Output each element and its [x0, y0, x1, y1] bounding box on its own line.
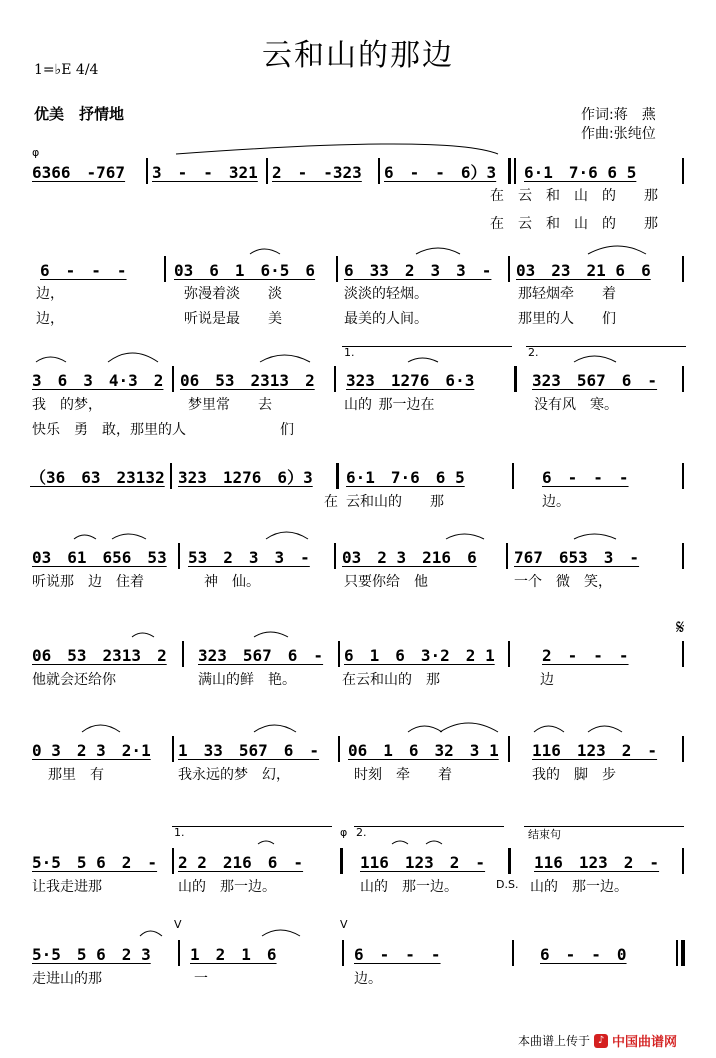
volta-1: 1.: [344, 346, 355, 359]
measure: 323 1276 6·3: [346, 371, 475, 390]
lyric-line-1: 一: [194, 971, 208, 987]
lyric-line-1: 他就会还给你: [32, 672, 116, 688]
volta-1: 1.: [174, 826, 185, 839]
score-line-7: [28, 700, 688, 800]
lyric-line-1: 山的 那一边。: [178, 879, 276, 895]
lyric-line-1: 在 云 和 山 的 那: [490, 188, 658, 204]
measure: 6 33 2 3 3 -: [344, 261, 492, 280]
score-line-4: [28, 445, 688, 525]
lyric-line-1: 边，: [36, 286, 64, 302]
lyric-line-1: 那轻烟牵 着: [518, 286, 616, 302]
barline: [512, 463, 514, 489]
lyricist-credit: 作词:蒋 燕: [581, 107, 656, 123]
measure: （36 63 23132: [30, 468, 165, 487]
lyric-line-1: 边。: [354, 971, 382, 987]
volta-2: 2.: [356, 826, 367, 839]
score-line-3: [28, 340, 688, 440]
measure: 53 2 3 3 -: [188, 548, 310, 567]
lyric-line-2: 最美的人间。: [344, 311, 428, 327]
lyric-line-1: 让我走进那: [32, 879, 102, 895]
measure: 323 567 6 -: [198, 646, 324, 665]
tempo-marking: 优美 抒情地: [34, 105, 125, 123]
lyric-line-1: 山的 那一边在: [344, 397, 435, 413]
measure: 03 6 1 6·5 6: [174, 261, 316, 280]
score-line-2: [28, 240, 688, 330]
measure: 5·5 5 6 2 3: [32, 945, 151, 964]
lyric-line-1: 我永远的梦 幻，: [178, 767, 290, 783]
score-line-6: [28, 615, 688, 695]
ds-mark: D.S.: [496, 878, 519, 891]
site-name[interactable]: 中国曲谱网: [612, 1035, 678, 1050]
measure: 6 - - -: [40, 261, 127, 280]
score-line-9: [28, 910, 688, 1000]
composer-credit: 作曲:张纯位: [581, 126, 656, 142]
measure: 3 6 3 4·3 2: [32, 371, 164, 390]
coda-mark: φ: [340, 826, 348, 839]
score-line-1: [28, 140, 688, 240]
measure: 1 33 567 6 -: [178, 741, 320, 760]
lyric-line-2: 边，: [36, 311, 64, 327]
lyric-line-1: 走进山的那: [32, 971, 102, 987]
measure: 6 - - -: [542, 468, 629, 487]
coda-mark: φ: [32, 146, 40, 159]
measure: 323 567 6 -: [532, 371, 658, 390]
lyric-line-1: 山的 那一边。: [360, 879, 458, 895]
volta-2: 2.: [528, 346, 539, 359]
lyric-line-1: 我 的梦，: [32, 397, 102, 413]
credits: [581, 106, 656, 144]
measure: 323 1276 6）3: [178, 468, 313, 487]
lyric-line-1: 没有风 寒。: [534, 397, 618, 413]
measure: 03 61 656 53: [32, 548, 167, 567]
lyric-line-1: 在: [324, 494, 338, 510]
slurs: [28, 525, 688, 605]
footer-text: 本曲谱上传于: [518, 1034, 591, 1048]
page-title: 云和山的那边: [262, 38, 454, 73]
slurs: [28, 615, 688, 695]
measure: 116 123 2 -: [360, 853, 486, 872]
lyric-line-1: 云和山的 那: [346, 494, 444, 510]
measure: 06 1 6 32 3 1: [348, 741, 499, 760]
footer: [518, 1031, 677, 1050]
lyric-line-1: 边: [540, 672, 554, 688]
measure: 6·1 7·6 6 5: [346, 468, 465, 487]
lyric-line-1: 边。: [542, 494, 570, 510]
measure: 6 - - 0: [540, 945, 627, 964]
measure: 6 - - -: [354, 945, 441, 964]
lyric-line-1: 在云和山的 那: [342, 672, 440, 688]
lyric-line-1: 一个 微 笑，: [514, 574, 612, 590]
measure: 1 2 1 6: [190, 945, 277, 964]
measure: 2 2 216 6 -: [178, 853, 304, 872]
measure: 6 1 6 3·2 2 1: [344, 646, 495, 665]
barline: [170, 463, 172, 489]
key-signature: 1=♭E 4/4: [34, 62, 99, 78]
lyric-line-1: 山的 那一边。: [530, 879, 628, 895]
lyric-line-1: 弥漫着淡 淡: [184, 286, 282, 302]
measure: 5·5 5 6 2 -: [32, 853, 158, 872]
lyric-line-2: 在 云 和 山 的 那: [490, 216, 658, 232]
lyric-line-1: 听说那 边 住着: [32, 574, 144, 590]
lyric-line-1: 满山的鲜 艳。: [198, 672, 296, 688]
site-logo-icon: ♪: [594, 1034, 608, 1048]
slurs: [28, 820, 688, 900]
measure: 2 - -323: [272, 163, 362, 182]
lyric-line-1: 神 仙。: [204, 574, 260, 590]
lyric-line-1: 那里 有: [48, 767, 104, 783]
ending-label: 结束句: [528, 828, 561, 841]
score-line-5: [28, 525, 688, 615]
measure: 6366 -767: [32, 163, 126, 182]
lyric-line-2: 那里的人 们: [518, 311, 616, 327]
slurs: [28, 240, 688, 320]
lyric-line-2: 们: [224, 422, 294, 438]
breath-mark: V: [340, 918, 348, 931]
lyric-line-1: 梦里常 去: [188, 397, 272, 413]
score-line-8: [28, 820, 688, 900]
lyric-line-1: 只要你给 他: [344, 574, 428, 590]
slurs: [28, 700, 688, 780]
slurs: [28, 340, 688, 420]
segno-mark: 𝄋: [676, 615, 685, 639]
slurs: [28, 140, 688, 220]
lyric-line-1: 淡淡的轻烟。: [344, 286, 428, 302]
slurs: [28, 910, 688, 990]
measure: 03 2 3 216 6: [342, 548, 477, 567]
measure: 6 - - 6）3: [384, 163, 497, 182]
lyric-line-1: 时刻 牵 着: [354, 767, 452, 783]
lyric-line-2: 快乐 勇 敢，那里的人: [32, 422, 186, 438]
measure: 767 653 3 -: [514, 548, 640, 567]
measure: 03 23 21 6 6: [516, 261, 651, 280]
measure: 6·1 7·6 6 5: [524, 163, 637, 182]
measure: 0 3 2 3 2·1: [32, 741, 151, 760]
measure: 116 123 2 -: [534, 853, 660, 872]
barline: [682, 463, 684, 489]
measure: 2 - - -: [542, 646, 629, 665]
repeat-start: [336, 463, 339, 489]
lyric-line-1: 我的 脚 步: [532, 767, 616, 783]
measure: 3 - - 321: [152, 163, 258, 182]
measure: 116 123 2 -: [532, 741, 658, 760]
breath-mark: V: [174, 918, 182, 931]
measure: 06 53 2313 2: [32, 646, 167, 665]
lyric-line-2: 听说是最 美: [184, 311, 282, 327]
measure: 06 53 2313 2: [180, 371, 315, 390]
